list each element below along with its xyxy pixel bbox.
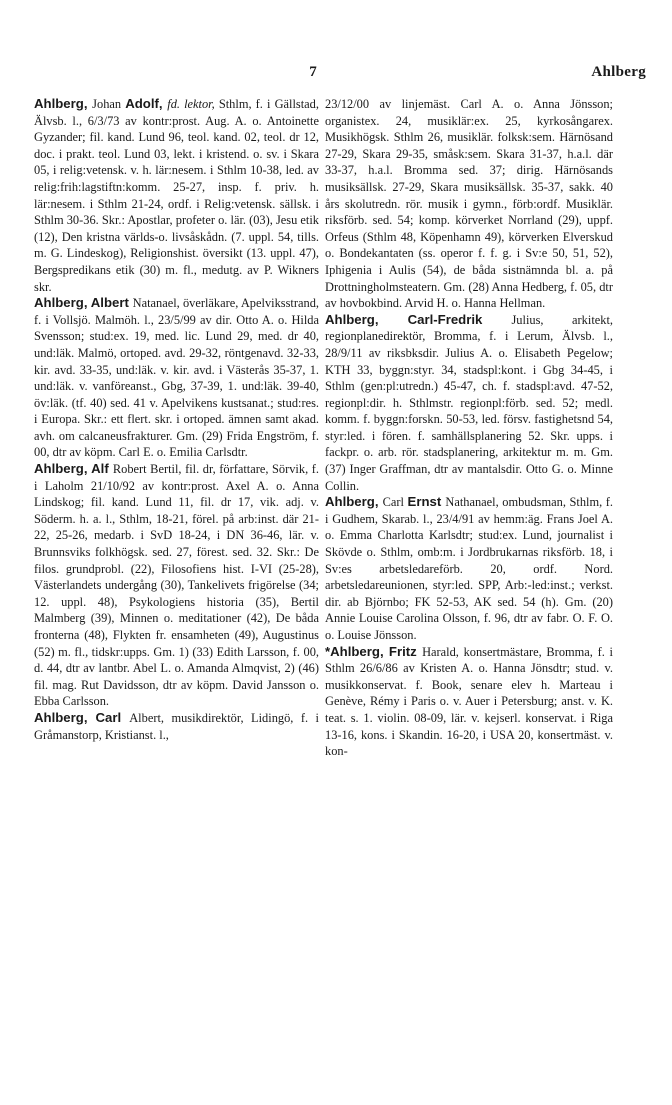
entry-surname: *Ahlberg, bbox=[325, 643, 389, 659]
entry-text: Nathanael, ombudsman, Sthlm, f. i Gudhem, Skarab. l., 23/4/91 av hemm:äg. Frans Joel A. o. Emma Charlotta Karlsdtr; stud:ex. Lund, journalist i Skövde o. Sthlm, omb:m. i Jordbrukarnas riksförb. 18, i Sv:es arbetsledareförb. 20, ordf. Nord. arbetsledareunionen, styr:led. SPP, Arb:-led:inst.; verkst. dir. ab Björnbo; FK 52-53, AK sed. 54 (h). Gm. (20) Annie Louise Carolina Olsson, f. 96, dtr av fabr. O. F. O. o. Louise Jönsson. bbox=[325, 495, 613, 642]
left-column bbox=[34, 96, 319, 1096]
page-number: 7 bbox=[309, 64, 317, 80]
entry bbox=[34, 96, 319, 295]
entry-surname: Ahlberg, bbox=[34, 461, 92, 477]
entry-given-name: Johan bbox=[92, 97, 126, 111]
entry-given-name-bold: Ernst bbox=[407, 494, 446, 510]
entry bbox=[34, 710, 319, 743]
entry bbox=[34, 461, 319, 710]
entry-surname: Ahlberg, bbox=[34, 96, 93, 111]
entry-continuation bbox=[325, 96, 613, 312]
entry-given-name: Fritz bbox=[388, 643, 423, 659]
right-column bbox=[325, 96, 613, 1096]
entry-text: Natanael, överläkare, Apelviksstrand, f. i Vollsjö. Malmöh. l., 23/5/99 av dir. Otto A. o. Hilda Svensson; stud:ex. 19, med. lic. Lund 29, med. dr 40, und:läk. Malmö, ortoped. avd. 29-32, röntgenavd. 32-33, kir. avd. 33-35, und:läk. v. kir. avd. i Västerås 35-37, 1. und:läk. v. vanföreanst., Gbg, 37-39, 1. und:läk. 39-40, öv:läk. (tf. 40) sed. 41 v. Apelvikens kustsanat.; stud:res. i Europa. Skr.: ett flert. skr. i ortoped. ämnen samt akad. avh. om calcaneusfrakturer. Gm. (29) Frida Engström, f. 00, dtr av köpm. Carl E. o. Emilia Carlsdtr. bbox=[34, 296, 319, 460]
entry-text: Sthlm, f. i Gällstad, Älvsb. l., 6/3/73 av kontr:prost. Aug. A. o. Antoinette Gyzander; fil. kand. Lund 96, teol. kand. 02, teol. dr 12, doc. i prakt. teol. Lund 03, lekt. i kristend. o. sv. i Skara 05, i relig:vetensk. v. h. lär:nesem. i Sthlm 10-38, led. av relig:frih:lagstiftn:komm. 25-27, insp. f. priv. h. lär:nesem. i Sthlm 21-24, ordf. i Relig:vetensk. sällsk. i Sthlm 30-36. Skr.: Apostlar, profeter o. lär. (03), Jesu etik (12), Den kristna världs-o. livsåskådn. (7. uppl. 54, tills. m. G. Lindeskog), Religionshist. översikt (13. uppl. 47), Bergspredikans etik (30) m. fl., medutg. av P. Wikners skr. bbox=[34, 97, 319, 294]
entry bbox=[325, 494, 613, 643]
entry bbox=[34, 295, 319, 461]
entry-given-name: Carl-Fredrik bbox=[407, 311, 512, 327]
entry-text: Harald, konsertmästare, Bromma, f. i Sthlm 26/6/86 av Kristen A. o. Hanna Jönsdtr; stud. v. musikkonservat. f. Book, senare elev h. Marteau i Genève, Rémy i Paris o. v. Auer i Petersburg; anst. v. K. teat. s. 1. violin. 08-09, lär. v. kejserl. konservat. i Riga 13-16, kons. i Skandin. 16-20, i USA 20, konsertmäst. v. kon- bbox=[325, 644, 613, 759]
entry-text: 23/12/00 av linjemäst. Carl A. o. Anna Jönsson; organistex. 24, musiklär:ex. 25, kyrkosångarex. Musikhögsk. Sthlm 26, musiklär. folksk:sem. Härnösand 27-29, Skara 29-35, småsk:sem. Skara 31-37, h.a.l. där 33-37, h.a.l. Bromma sed. 37; dirig. Härnösands musiksällsk. 27-29, Skara musiksällsk. 35-37, sakk. 40 års skolutredn. rör. musik i gymn., förb:ordf. Musiklär. riksförb. sed. 54; komp. körverket Norrland (29), uppf. Orfeus (Sthlm 48, Köpenhamn 49), körverken Elverskud o. Bondekantaten (ss. operor f. f. g. i Sv:e 50, 51, 52), Iphigenia i Aulis (54), de båda sistnämnda bl. a. på Drottningholmsteatern. Gm. (28) Anna Hedberg, f. 05, dtr av hovbokbind. Arvid H. o. Hanna Hellman. bbox=[325, 97, 613, 311]
entry-surname: Ahlberg, bbox=[34, 709, 96, 725]
entry-surname: Ahlberg, bbox=[34, 295, 91, 311]
entry bbox=[325, 312, 613, 495]
entry-occupation: fd. lektor, bbox=[167, 97, 215, 111]
entry-given-name-bold: Adolf, bbox=[125, 96, 168, 111]
entry bbox=[325, 644, 613, 760]
entry-text: Julius, arkitekt, regionplanedirektör, Bromma, f. i Lerum, Älvsb. l., 28/9/11 av riksbksdir. Julius A. o. Elisabeth Pegelow; KTH 33, byggn:styr. 34, stadspl:kont. i Gbg 34-45, i Sthlm (gen:pl:utredn.) 45-47, ch. f. stadspl:avd. 47-52, regionpl:dir. h. Sthlmstr. regionpl:förb. sed. 52; medl. komm. f. byggn:forskn. 50-53, led. försv. fastighetsnd 54, styr:led. i fören. f. samhällsplanering 52. Skr. upps. i fackpr. o. arb. rör. stadsplanering, arkitektur m. m. Gm. (37) Inger Graffman, dtr av mantalsdir. Otto G. o. Minne Collin. bbox=[325, 312, 613, 493]
running-head: Ahlberg bbox=[591, 64, 646, 80]
entry-surname: Ahlberg, bbox=[325, 311, 408, 327]
entry-text: Albert, musikdirektör, Lidingö, f. i Gråmanstorp, Kristianst. l., bbox=[34, 710, 319, 742]
entry-surname: Ahlberg, bbox=[325, 494, 383, 510]
entry-text: Robert Bertil, fil. dr, författare, Sörvik, f. i Laholm 21/10/92 av kontr:prost. Axel A. o. Anna Lindskog; fil. kand. Lund 11, fil. dr 17, vik. adj. v. Söderm. h. a. l., Sthlm, 18-21, förel. på arb:inst. där 21-22, 25-26, medarb. i SvD 18-24, i DN 36-46, lär. v. Brunnsviks folkhögsk. sed. 27, förest. sed. 32. Skr.: De filos. grundprobl. (22), Filosofiens hist. I-VI (25-28), Västerlandets undergång (30), Tankelivets frigörelse (34; 12. uppl. 48), Psykologiens historia (35), Bertil Malmberg (39), Minnen o. meditationer (42), De båda fronterna (48), Flykten fr. ensamheten (49), Augustinus (52) m. fl., tidskr:upps. Gm. 1) (33) Edith Larsson, f. 00, d. 44, dtr av lantbr. Abel L. o. Amanda Almqvist, 2) (46) fil. mag. Rut Davidsson, dtr av köpm. David Jansson o. Ebba Carlsson. bbox=[34, 462, 319, 709]
entry-given-name: Carl bbox=[382, 495, 408, 510]
entry-given-name: Carl bbox=[95, 709, 130, 725]
entry-given-name: Alf bbox=[91, 461, 113, 477]
entry-given-name: Albert bbox=[90, 295, 133, 311]
